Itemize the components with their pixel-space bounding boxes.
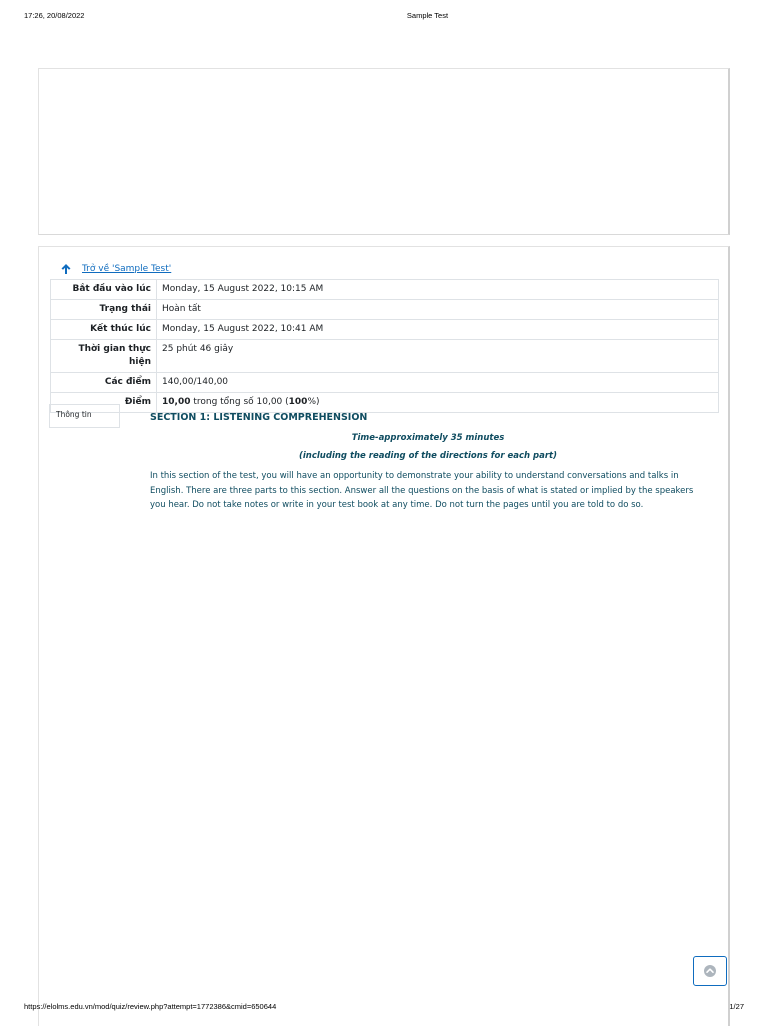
print-datetime: 17:26, 20/08/2022 [24,11,85,20]
including-note: (including the reading of the directions for each part) [299,451,557,461]
question-content [150,412,706,513]
blank-card [38,68,730,235]
grade-row [51,393,719,413]
row-label: Kết thúc lúc [51,320,157,340]
table-row [51,340,719,373]
back-link-label[interactable]: Trở về 'Sample Test' [82,264,172,274]
info-box: Thông tin [49,404,120,428]
row-label: Bắt đầu vào lúc [51,280,157,300]
attempt-summary-table [50,279,719,413]
print-url: https://elolms.edu.vn/mod/quiz/review.php?attempt=1772386&cmid=650644 [24,1002,277,1011]
row-value: 25 phút 46 giây [157,340,719,373]
print-title: Sample Test [406,11,449,20]
row-label: Thời gian thực hiện [51,340,157,373]
table-row [51,300,719,320]
table-row [51,280,719,300]
grade-end: %) [307,397,320,407]
scroll-to-top-button[interactable] [693,956,727,986]
arrow-up-icon [60,263,72,275]
table-row [51,373,719,393]
row-value: Hoàn tất [157,300,719,320]
grade-mid: trong tổng số 10,00 ( [190,397,289,407]
directions-paragraph: In this section of the test, you will have an opportunity to demonstrate your ability to understand conversations and talks in English. There are three parts to this section. Answer all the questions on the basis of what is stated or implied by the speakers you hear. Do not take notes or write in your test book at any time. Do not turn the pages until you are told to do so. [150,471,694,510]
row-label: Các điểm [51,373,157,393]
row-value: Monday, 15 August 2022, 10:15 AM [157,280,719,300]
grade-score: 10,00 [162,397,191,407]
grade-percent: 100 [288,397,308,407]
row-label: Trạng thái [51,300,157,320]
grade-label: Điểm [51,393,157,413]
time-note: Time-approximately 35 minutes [351,433,505,443]
page-number: 1/27 [729,1002,744,1011]
back-link[interactable] [60,262,171,276]
grade-value [157,393,719,413]
table-row [51,320,719,340]
section-title: SECTION 1: LISTENING COMPREHENSION [150,412,368,423]
row-value: 140,00/140,00 [157,373,719,393]
chevron-up-circle-icon [703,964,717,978]
row-value: Monday, 15 August 2022, 10:41 AM [157,320,719,340]
